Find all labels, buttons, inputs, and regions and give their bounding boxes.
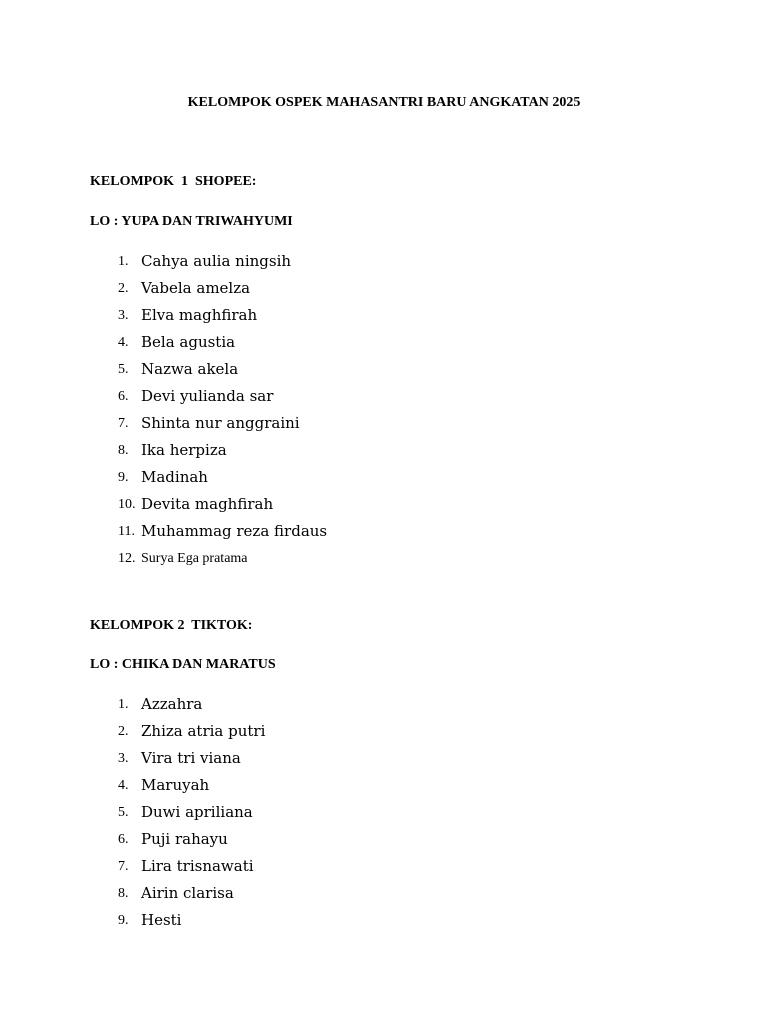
list-item [0,410,600,437]
list-item [0,356,600,383]
list-item-number: 12. [118,551,136,566]
list-item-number: 4. [118,778,129,793]
member-name: Devita maghfirah [141,495,274,513]
member-name: Puji rahayu [141,830,228,848]
list-item [0,907,600,934]
member-name: Vabela amelza [141,279,251,297]
list-item [0,491,600,518]
member-name: Devi yulianda sar [141,387,274,405]
list-item-number: 8. [118,443,129,458]
list-item-number: 7. [118,859,129,874]
member-name: Surya Ega pratama [141,551,248,566]
list-item [0,437,600,464]
list-item [0,718,600,745]
list-item-number: 5. [118,362,129,377]
list-item [0,745,600,772]
member-name: Bela agustia [141,333,236,351]
list-item-number: 7. [118,416,129,431]
member-name: Shinta nur anggraini [141,414,300,432]
member-name: Azzahra [141,695,203,713]
list-item-number: 4. [118,335,129,350]
list-item [0,826,600,853]
member-name: Elva maghfirah [141,306,258,324]
group-1-lo: LO : YUPA DAN TRIWAHYUMI [90,214,293,229]
list-item-number: 6. [118,389,129,404]
list-item [0,302,600,329]
list-item-number: 9. [118,913,129,928]
member-name: Ika herpiza [141,441,227,459]
list-item [0,518,600,545]
list-item-number: 1. [118,254,129,269]
list-item [0,853,600,880]
group-2-heading: KELOMPOK 2 TIKTOK: [90,618,253,633]
list-item [0,248,600,275]
group-1-heading: KELOMPOK 1 SHOPEE: [90,174,257,189]
list-item-number: 1. [118,697,129,712]
list-item [0,464,600,491]
list-item-number: 10. [118,497,136,512]
list-item [0,383,600,410]
list-item [0,772,600,799]
list-item-number: 2. [118,724,129,739]
member-name: Hesti [141,911,182,929]
list-item [0,275,600,302]
list-item-number: 3. [118,308,129,323]
member-name: Lira trisnawati [141,857,254,875]
member-name: Nazwa akela [141,360,239,378]
member-name: Maruyah [141,776,210,794]
member-name: Vira tri viana [141,749,241,767]
group-2-member-list [0,691,600,934]
member-name: Duwi apriliana [141,803,253,821]
list-item [0,799,600,826]
member-name: Zhiza atria putri [141,722,266,740]
member-name: Madinah [141,468,208,486]
list-item [0,880,600,907]
group-1-member-list [0,248,600,572]
list-item-number: 11. [118,524,135,539]
list-item-number: 6. [118,832,129,847]
list-item [0,329,600,356]
list-item-number: 3. [118,751,129,766]
list-item-number: 5. [118,805,129,820]
member-name: Muhammag reza firdaus [141,522,328,540]
list-item-number: 9. [118,470,129,485]
member-name: Cahya aulia ningsih [141,252,292,270]
list-item-number: 2. [118,281,129,296]
group-2-lo: LO : CHIKA DAN MARATUS [90,657,276,672]
member-name: Airin clarisa [141,884,234,902]
list-item [0,545,600,572]
list-item [0,691,600,718]
list-item-number: 8. [118,886,129,901]
document-title: KELOMPOK OSPEK MAHASANTRI BARU ANGKATAN 2025 [187,95,581,110]
